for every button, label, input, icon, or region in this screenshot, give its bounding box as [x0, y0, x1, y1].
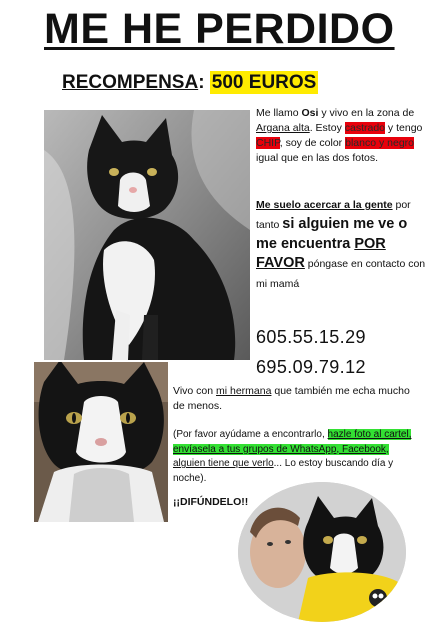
approach-line-2: por tanto: [256, 199, 411, 231]
color-highlight: blanco y negro: [345, 137, 414, 149]
poster-title: ME HE PERDIDO: [44, 5, 395, 53]
cat-sitting-photo: [44, 110, 250, 360]
plea-text: [173, 428, 413, 486]
approach-por-favor: POR FAVOR: [256, 236, 386, 271]
castrated-highlight: castrado: [344, 122, 386, 134]
phone-number-2: 695.09.79.12: [256, 357, 366, 377]
reward-label: RECOMPENSA: [62, 72, 199, 93]
sister-text-2: que también me echa mucho de menos.: [173, 385, 410, 412]
desc-text-5: , soy de color: [279, 137, 346, 149]
person-cat-illustration: [238, 482, 406, 622]
reward-colon: :: [198, 72, 205, 93]
approach-si: si: [282, 216, 295, 232]
cat-sitting-illustration: [44, 110, 250, 360]
sister-text-1: Vivo con: [173, 385, 216, 397]
desc-text-3: . Estoy: [309, 122, 345, 134]
sister-link: mi hermana: [216, 385, 272, 397]
sister-text: [173, 384, 413, 414]
person-holding-cat-photo: [238, 482, 406, 622]
reward-amount: 500 EUROS: [211, 72, 317, 93]
cat-name: Osi: [301, 107, 319, 119]
spread-the-word: ¡¡DIFÚNDELO!!: [173, 496, 249, 508]
desc-text-6: igual que en las dos fotos.: [256, 152, 379, 164]
approach-line-1: Me suelo acercar a la gente: [256, 199, 393, 211]
plea-text-3: ... Lo estoy buscando día y noche).: [173, 458, 394, 484]
cat-face-closeup-photo: [34, 362, 168, 522]
cat-description: [256, 106, 428, 166]
plea-underline: alguien tiene que verlo: [173, 458, 274, 469]
plea-highlight: hazle foto al cartel, envíasela a tus grupos de WhatsApp, Facebook,: [173, 429, 412, 455]
zone-name: Argana alta: [256, 122, 310, 134]
desc-text-1: Me llamo: [256, 107, 302, 119]
chip-highlight: CHIP: [256, 137, 280, 149]
desc-text-4: y tengo: [385, 122, 423, 134]
plea-text-1: (Por favor ayúdame a encontrarlo,: [173, 429, 328, 440]
desc-text-2: y vivo en la zona de: [318, 107, 415, 119]
reward-line: [62, 72, 318, 94]
approach-line-4: póngase en contacto con mi mamá: [256, 258, 426, 290]
phone-number-1: 605.55.15.29: [256, 327, 366, 347]
cat-face-illustration: [34, 362, 168, 522]
approach-line-3: alguien me ve o me encuentra: [256, 216, 408, 252]
approach-text: [256, 194, 432, 293]
